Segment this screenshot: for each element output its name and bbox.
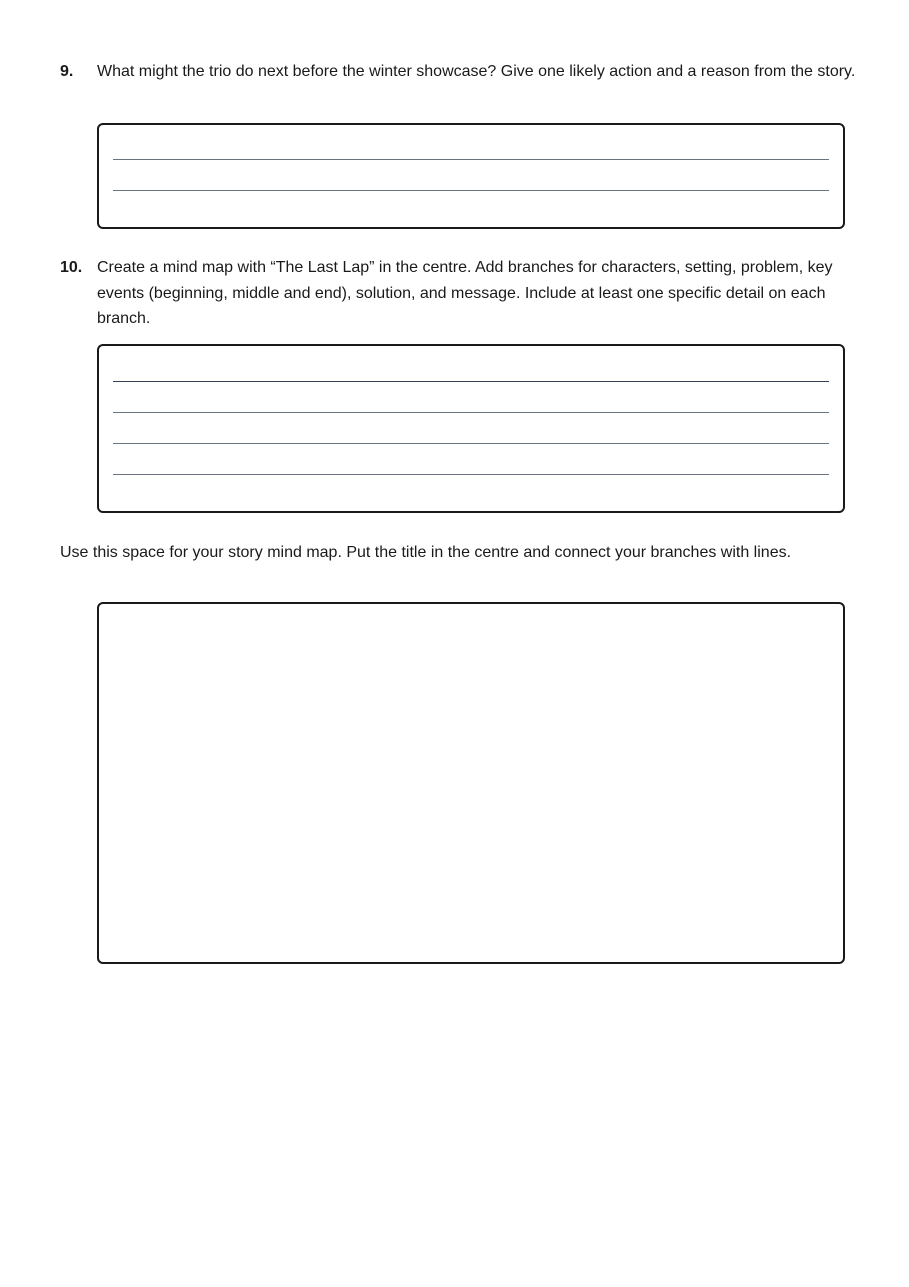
writing-line [113, 159, 829, 160]
writing-line [113, 190, 829, 191]
writing-line [113, 443, 829, 444]
question-text: What might the trio do next before the winter showcase? Give one likely action and a reason from the story. [97, 63, 856, 80]
question-text: Create a mind map with “The Last Lap” in the centre. Add branches for characters, setting, problem, key events (beginning, middle and end), solution, and message. Include at least one specific detail on each branch. [97, 259, 833, 327]
answer-box-question-10[interactable] [97, 344, 845, 513]
mind-map-instruction: Use this space for your story mind map. Put the title in the centre and connect your branches with lines. [60, 544, 792, 561]
answer-box-question-9[interactable] [97, 123, 845, 229]
question-10 [60, 255, 860, 332]
mind-map-drawing-area[interactable] [97, 602, 845, 964]
writing-line [113, 412, 829, 413]
writing-line [113, 474, 829, 475]
question-number: 10. [60, 259, 83, 276]
question-number: 9. [60, 63, 74, 80]
question-9 [60, 59, 860, 85]
writing-line [113, 381, 829, 382]
